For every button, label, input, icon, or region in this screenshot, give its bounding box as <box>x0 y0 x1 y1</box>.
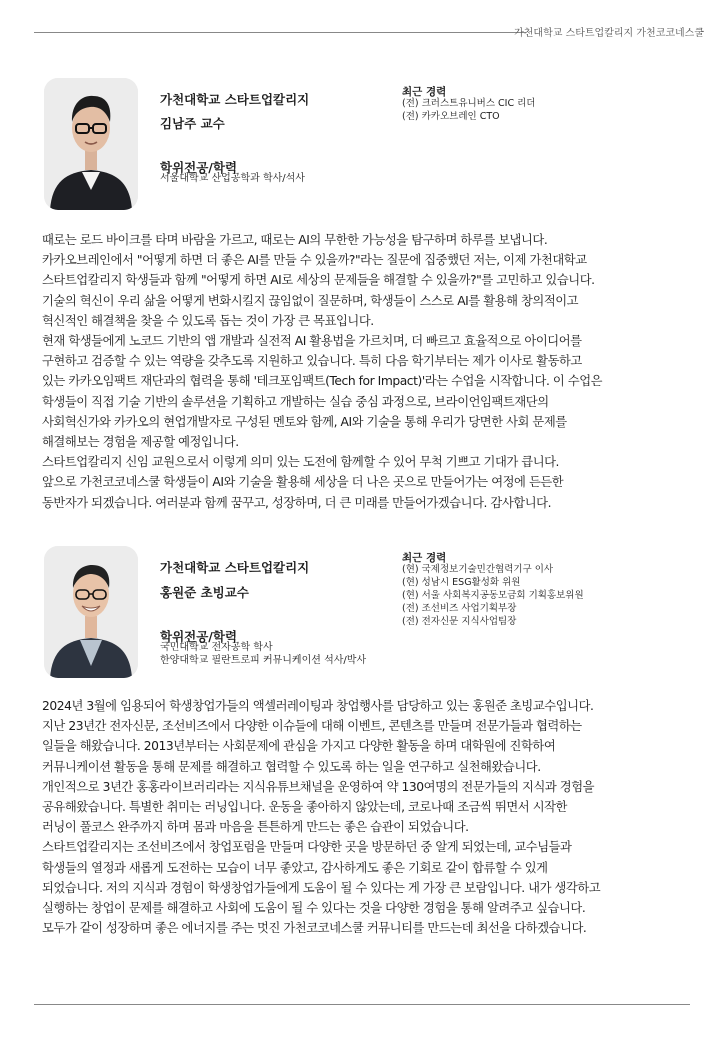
bio-line: 구현하고 검증할 수 있는 역량을 갖추도록 지원하고 있습니다. 특히 다음 학기부터는 제가 이사로 활동하고 <box>42 354 582 369</box>
career-item: (전) 카카오브레인 CTO <box>402 111 500 122</box>
career-item: (전) 크러스트유니버스 CIC 리더 <box>402 98 536 109</box>
education-item: 한양대학교 필란트로피 커뮤니케이션 석사/박사 <box>160 655 367 666</box>
education-item: 서울대학교 산업공학과 학사/석사 <box>160 173 305 184</box>
education-heading: 학위전공/학력 <box>160 160 238 175</box>
bio-line: 있는 카카오임팩트 재단과의 협력을 통해 '테크포임팩트(Tech for Impact)'라는 수업을 시작합니다. 이 수업은 <box>42 374 603 389</box>
bio-line: 실행하는 창업이 문제를 해결하고 사회에 도움이 될 수 있다는 것을 다양한 경험을 통해 알려주고 싶습니다. <box>42 901 586 916</box>
affiliation: 가천대학교 스타트업칼리지 <box>160 92 310 107</box>
bio-line: 2024년 3월에 임용되어 학생창업가들의 액셀러레이팅과 창업행사를 담당하고 있는 홍원준 초빙교수입니다. <box>42 699 594 713</box>
bio-line: 때로는 로드 바이크를 타며 바람을 가르고, 때로는 AI의 무한한 가능성을 탐구하며 하루를 보냅니다. <box>42 233 548 247</box>
affiliation: 가천대학교 스타트업칼리지 <box>160 560 310 575</box>
career-item: (현) 서울 사회복지공동모금회 기획홍보위원 <box>402 590 584 601</box>
bio-line: 동반자가 되겠습니다. 여러분과 함께 꿈꾸고, 성장하며, 더 큰 미래를 만들어가겠습니다. 감사합니다. <box>42 495 552 510</box>
professor-name: 홍원준 초빙교수 <box>160 585 249 600</box>
career-heading: 최근 경력 <box>402 86 447 98</box>
running-header: 가천대학교 스타트업칼리지 가천코코네스쿨 <box>514 28 704 39</box>
bio-line: 현재 학생들에게 노코드 기반의 앱 개발과 실전적 AI 활용법을 가르치며, 더 빠르고 효율적으로 아이디어를 <box>42 334 582 349</box>
career-item: (현) 성남시 ESG활성화 위원 <box>402 577 521 588</box>
profile-photo <box>44 78 138 210</box>
bio-line: 앞으로 가천코코네스쿨 학생들이 AI와 기술을 활용해 세상을 더 나은 곳으로 만들어가는 여정에 든든한 <box>42 475 564 490</box>
header-rule <box>34 32 526 33</box>
bio-line: 사회혁신가와 카카오의 현업개발자로 구성된 멘토와 함께, AI와 기술을 통해 우리가 당면한 사회 문제를 <box>42 414 567 429</box>
portrait-illustration <box>44 546 138 678</box>
bio-line: 개인적으로 3년간 홍홍라이브러리라는 지식유튜브채널을 운영하여 약 130여명의 전문가들의 지식과 경험을 <box>42 779 595 794</box>
bio-line: 기술의 혁신이 우리 삶을 어떻게 변화시킬지 끊임없이 질문하며, 학생들이 스스로 AI를 활용해 창의적이고 <box>42 293 579 308</box>
bio-line: 러닝이 풀코스 완주까지 하며 몸과 마음을 튼튼하게 만드는 좋은 습관이 되었습니다. <box>42 820 469 835</box>
bio-line: 카카오브레인에서 "어떻게 하면 더 좋은 AI를 만들 수 있을까?"라는 질문에 집중했던 저는, 이제 가천대학교 <box>42 253 587 268</box>
bio-line: 모두가 같이 성장하며 좋은 에너지를 주는 멋진 가천코코네스쿨 커뮤니티를 만드는데 최선을 다하겠습니다. <box>42 921 587 936</box>
bio-line: 혁신적인 해결책을 찾을 수 있도록 돕는 것이 가장 큰 목표입니다. <box>42 313 374 328</box>
bio-line: 일들을 해왔습니다. 2013년부터는 사회문제에 관심을 가지고 다양한 활동을 하며 대학원에 진학하여 <box>42 739 556 754</box>
education-heading: 학위전공/학력 <box>160 629 238 644</box>
profile-bio <box>42 230 690 513</box>
bio-line: 스타트업칼리지 신임 교원으로서 이렇게 의미 있는 도전에 함께할 수 있어 무척 기쁘고 기대가 큽니다. <box>42 455 560 470</box>
profile-bio <box>42 696 690 938</box>
bio-line: 스타트업칼리지는 조선비즈에서 창업포럼을 만들며 다양한 곳을 방문하던 중 알게 되었는데, 교수님들과 <box>42 840 572 855</box>
professor-name: 김남주 교수 <box>160 116 225 131</box>
portrait-illustration <box>44 78 138 210</box>
career-item: (전) 전자신문 지식사업팀장 <box>402 616 517 627</box>
career-item: (전) 조선비즈 사업기획부장 <box>402 603 517 614</box>
bio-line: 해결해보는 경험을 제공할 예정입니다. <box>42 435 239 450</box>
career-item: (현) 국제정보기술민간협력기구 이사 <box>402 564 554 575</box>
bio-line: 학생들의 열정과 새롭게 도전하는 모습이 너무 좋았고, 감사하게도 좋은 기회로 같이 합류할 수 있게 <box>42 860 548 875</box>
profile-photo <box>44 546 138 678</box>
career-heading: 최근 경력 <box>402 552 447 564</box>
footer-rule <box>34 1004 690 1005</box>
bio-line: 공유해왔습니다. 특별한 취미는 러닝입니다. 운동을 좋아하지 않았는데, 코로나때 조금씩 뛰면서 시작한 <box>42 800 567 815</box>
bio-line: 지난 23년간 전자신문, 조선비즈에서 다양한 이슈들에 대해 이벤트, 콘텐츠를 만들며 전문가들과 협력하는 <box>42 719 582 734</box>
bio-line: 스타트업칼리지 학생들과 함께 "어떻게 하면 AI로 세상의 문제들을 해결할 수 있을까?"를 고민하고 있습니다. <box>42 273 595 288</box>
bio-line: 학생들이 직접 기술 기반의 솔루션을 기획하고 개발하는 실습 중심 과정으로, 브라이언임팩트재단의 <box>42 394 549 409</box>
bio-line: 커뮤니케이션 활동을 통해 문제를 해결하고 협력할 수 있도록 하는 일을 연구하고 실천해왔습니다. <box>42 759 541 774</box>
education-item: 국민대학교 전자공학 학사 <box>160 642 273 653</box>
bio-line: 되었습니다. 저의 지식과 경험이 학생창업가들에게 도움이 될 수 있다는 게 가장 큰 보람입니다. 내가 생각하고 <box>42 880 601 895</box>
